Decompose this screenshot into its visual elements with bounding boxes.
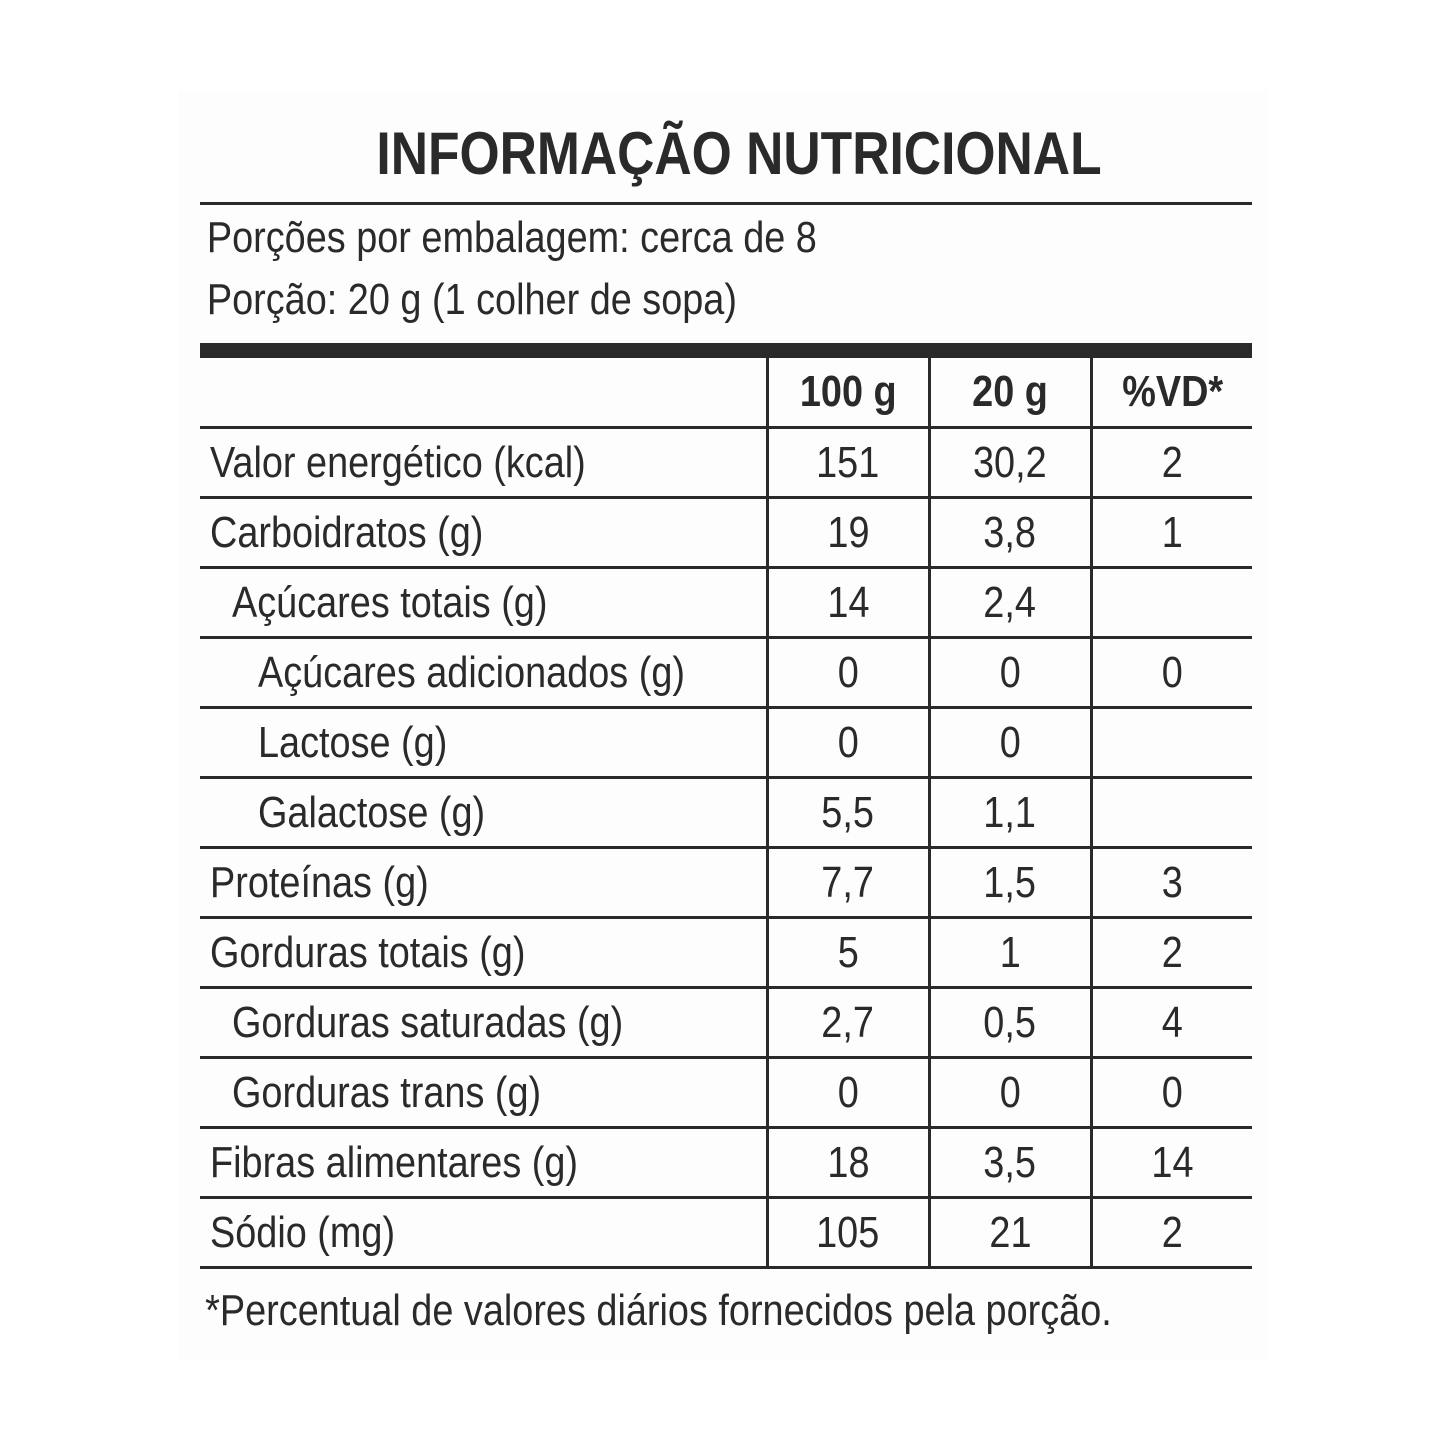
value-per-100g: 19: [767, 498, 929, 568]
thick-divider: [200, 343, 1252, 358]
value-per-serving: 1: [929, 918, 1091, 988]
nutrient-name: Açúcares adicionados (g): [200, 638, 767, 708]
nutrient-name: Galactose (g): [200, 778, 767, 848]
value-per-100g: 5: [767, 918, 929, 988]
table-row: [200, 498, 1252, 568]
value-daily-percent: 0: [1091, 638, 1252, 708]
value-per-100g: 5,5: [767, 778, 929, 848]
header-per-100g: 100 g: [767, 358, 929, 428]
value-per-serving: 1,5: [929, 848, 1091, 918]
value-daily-percent: 1: [1091, 498, 1252, 568]
table-row: [200, 1128, 1252, 1198]
label-title: INFORMAÇÃO NUTRICIONAL: [376, 120, 1102, 187]
table-row: [200, 428, 1252, 498]
value-per-100g: 151: [767, 428, 929, 498]
table-row: [200, 918, 1252, 988]
value-per-100g: 2,7: [767, 988, 929, 1058]
table-row: [200, 708, 1252, 778]
value-daily-percent: 14: [1091, 1128, 1252, 1198]
nutrition-rows: [200, 428, 1252, 1268]
value-per-serving: 0,5: [929, 988, 1091, 1058]
header-per-serving: 20 g: [929, 358, 1091, 428]
table-row: [200, 778, 1252, 848]
value-daily-percent: 2: [1091, 428, 1252, 498]
nutrient-name: Carboidratos (g): [200, 498, 767, 568]
serving-size: Porção: 20 g (1 colher de sopa): [206, 275, 737, 324]
value-daily-percent: 0: [1091, 1058, 1252, 1128]
value-per-100g: 0: [767, 1058, 929, 1128]
value-per-serving: 0: [929, 708, 1091, 778]
nutrient-name: Gorduras saturadas (g): [200, 988, 767, 1058]
value-daily-percent: 3: [1091, 848, 1252, 918]
table-row: [200, 1058, 1252, 1128]
value-per-serving: 30,2: [929, 428, 1091, 498]
value-per-serving: 1,1: [929, 778, 1091, 848]
table-header-row: [200, 358, 1252, 428]
value-daily-percent: [1091, 778, 1252, 848]
value-daily-percent: 2: [1091, 918, 1252, 988]
serving-info: [200, 205, 1252, 343]
value-per-100g: 0: [767, 638, 929, 708]
value-per-100g: 18: [767, 1128, 929, 1198]
value-per-serving: 21: [929, 1198, 1091, 1268]
table-row: [200, 568, 1252, 638]
nutrition-table: [200, 358, 1252, 1269]
nutrient-name: Fibras alimentares (g): [200, 1128, 767, 1198]
header-empty-cell: [200, 358, 767, 428]
nutrient-name: Gorduras totais (g): [200, 918, 767, 988]
servings-per-package: Porções por embalagem: cerca de 8: [206, 213, 817, 262]
value-per-serving: 0: [929, 1058, 1091, 1128]
value-per-100g: 14: [767, 568, 929, 638]
value-per-100g: 7,7: [767, 848, 929, 918]
nutrient-name: Gorduras trans (g): [200, 1058, 767, 1128]
table-row: [200, 638, 1252, 708]
table-row: [200, 988, 1252, 1058]
value-per-serving: 3,8: [929, 498, 1091, 568]
value-per-100g: 105: [767, 1198, 929, 1268]
value-per-100g: 0: [767, 708, 929, 778]
nutrient-name: Sódio (mg): [200, 1198, 767, 1268]
table-row: [200, 848, 1252, 918]
value-per-serving: 0: [929, 638, 1091, 708]
value-per-serving: 2,4: [929, 568, 1091, 638]
value-daily-percent: [1091, 708, 1252, 778]
nutrition-facts-label: [200, 110, 1252, 1341]
value-per-serving: 3,5: [929, 1128, 1091, 1198]
nutrient-name: Açúcares totais (g): [200, 568, 767, 638]
footnote: *Percentual de valores diários fornecidos pela porção.: [205, 1286, 1112, 1335]
nutrient-name: Proteínas (g): [200, 848, 767, 918]
value-daily-percent: [1091, 568, 1252, 638]
header-daily-value: %VD*: [1091, 358, 1252, 428]
nutrient-name: Valor energético (kcal): [200, 428, 767, 498]
value-daily-percent: 4: [1091, 988, 1252, 1058]
table-row: [200, 1198, 1252, 1268]
value-daily-percent: 2: [1091, 1198, 1252, 1268]
nutrient-name: Lactose (g): [200, 708, 767, 778]
